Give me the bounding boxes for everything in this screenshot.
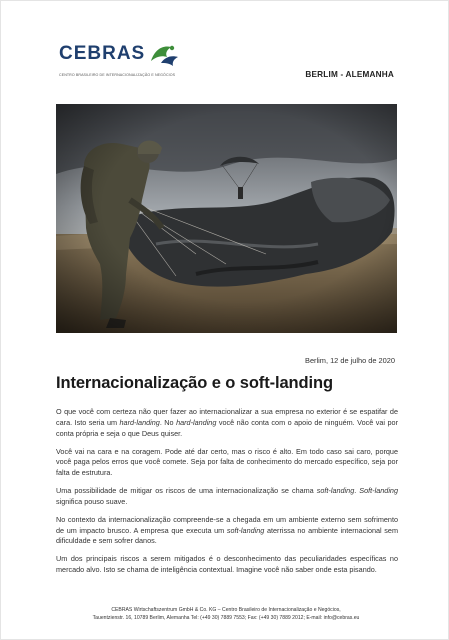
text-run: . [354,486,360,496]
italic-term: Soft-landing [359,486,398,496]
text-run: Uma possibilidade de mitigar os riscos de uma internacionalização se chama [56,486,317,496]
page-footer [41,606,411,623]
text-run: significa pouso suave. [56,496,128,506]
footer-contact-line: Tauentzienstr. 16, 10789 Berlim, Alemanha Tel: (+49 30) 7889 7553; Fax: (+49 30) 7889 2012; E-mail: info@cebras.eu [92,615,360,622]
logo-emblem-icon [147,41,181,69]
text-run: aterrissa no ambiente internacional sem dificuldade e sem sofrer danos. [56,525,398,546]
logo-wordmark: CEBRAS [59,43,146,64]
italic-term: soft-landing [226,525,265,535]
paragraph [56,407,398,440]
cebras-logo [59,43,199,83]
paragraph [56,515,398,548]
text-run: Você vai na cara e na coragem. Pode até dar certo, mas o risco é alto. Em todo caso sai caro, porque você paga pelos erros que você comete. Seja por falta de conhecimento do mercado específico, seja por falta de estrutura. [56,446,398,478]
italic-term: soft-landing [316,486,355,496]
logo-tagline: CENTRO BRASILEIRO DE INTERNACIONALIZAÇÃO E NEGÓCIOS [59,73,176,77]
text-run: No contexto da internacionalização compreende-se a chegada em um ambiente externo sem sofrimento de um impacto brusco. A empresa que executa um [56,514,398,535]
article-date: Berlim, 12 de julho de 2020 [305,356,395,365]
location-label: BERLIM - ALEMANHA [305,70,394,79]
italic-term: hard-landing [176,417,217,427]
text-run: Um dos principais riscos a serem mitigados é o desconhecimento das peculiaridades específicas no mercado alvo. Isto se chama de inteligência contextual. Imagine você não saber onde esta pisando. [56,554,398,575]
paragraph [56,486,398,508]
italic-term: hard-landing [119,417,160,427]
paragraph [56,447,398,480]
article-body [56,407,398,583]
article-title: Internacionalização e o soft-landing [56,374,333,392]
text-run: você não conta com o apoio de ninguém. Você vai por conta própria e seja o que Deus quiser. [56,417,399,438]
footer-company-line: CEBRAS Wirtschaftszentrum GmbH & Co. KG – Centro Brasileiro de Internacionalização e Negócios, [111,607,341,613]
paragraph [56,554,398,576]
text-run: . No [159,417,177,427]
paratrooper-photo [56,104,397,333]
text-run: O que você com certeza não quer fazer ao internacionalizar a sua empresa no exterior é se espatifar de cara. Isto seria um [56,407,398,427]
